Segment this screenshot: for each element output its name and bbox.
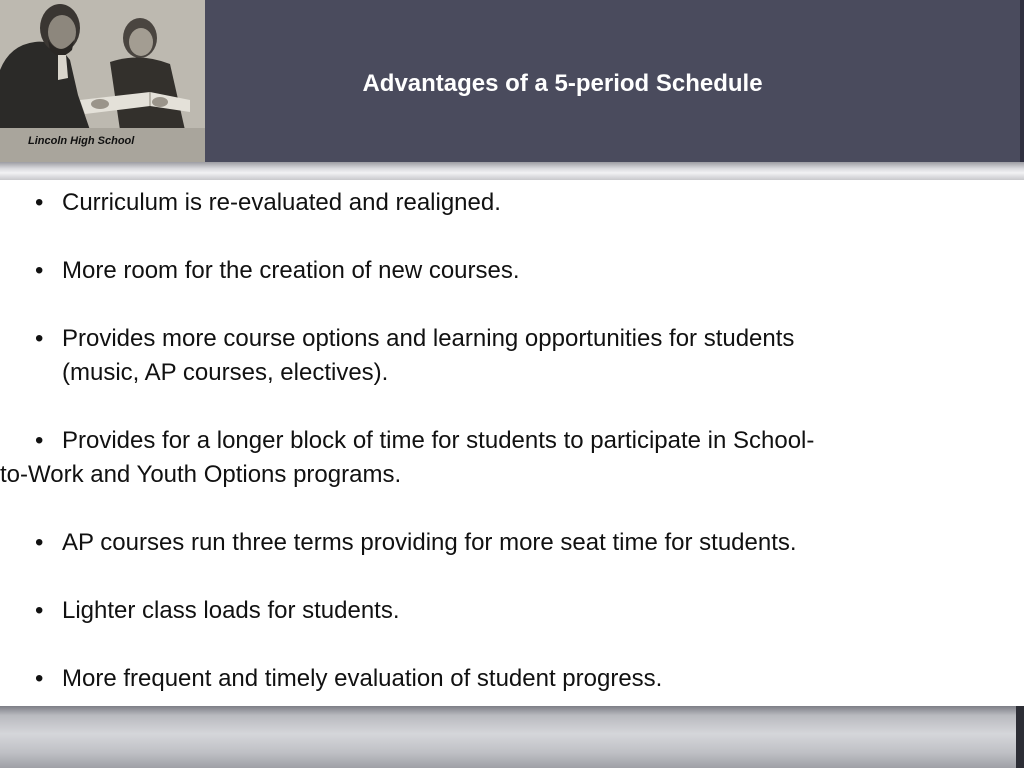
header-bar [0, 0, 1024, 162]
list-item [35, 594, 995, 628]
list-item [35, 662, 995, 696]
bullet-text-continued: (music, AP courses, electives). [62, 359, 389, 386]
bullet-text: More frequent and timely evaluation of student progress. [62, 665, 663, 692]
footer-bar [0, 706, 1024, 768]
list-item [35, 186, 995, 220]
bullet-symbol: • [35, 427, 44, 454]
historical-photo [0, 0, 205, 162]
list-item [35, 322, 995, 390]
bullet-text: Lighter class loads for students. [62, 597, 400, 624]
bullet-symbol: • [35, 325, 44, 352]
list-item [35, 526, 995, 560]
bullet-symbol: • [35, 665, 44, 692]
list-item [0, 424, 995, 492]
bullet-text: More room for the creation of new courses. [62, 257, 520, 284]
school-name-label: Lincoln High School [28, 135, 135, 147]
bullet-text: Curriculum is re-evaluated and realigned. [62, 189, 501, 216]
list-item [35, 254, 995, 288]
bullet-text-continued: to-Work and Youth Options programs. [0, 461, 402, 488]
bullet-symbol: • [35, 597, 44, 624]
bullet-list [0, 186, 995, 696]
header-edge [1020, 0, 1024, 162]
bullet-text: AP courses run three terms providing for more seat time for students. [62, 529, 797, 556]
bullet-symbol: • [35, 529, 44, 556]
bullet-text: Provides more course options and learning opportunities for students [62, 325, 795, 352]
header-divider [0, 162, 1024, 180]
bullet-text: Provides for a longer block of time for students to participate in School- [62, 427, 815, 454]
bullet-symbol: • [35, 189, 44, 216]
bullet-symbol: • [35, 257, 44, 284]
footer-edge [1016, 706, 1024, 768]
slide-title: Advantages of a 5-period Schedule [362, 70, 763, 97]
